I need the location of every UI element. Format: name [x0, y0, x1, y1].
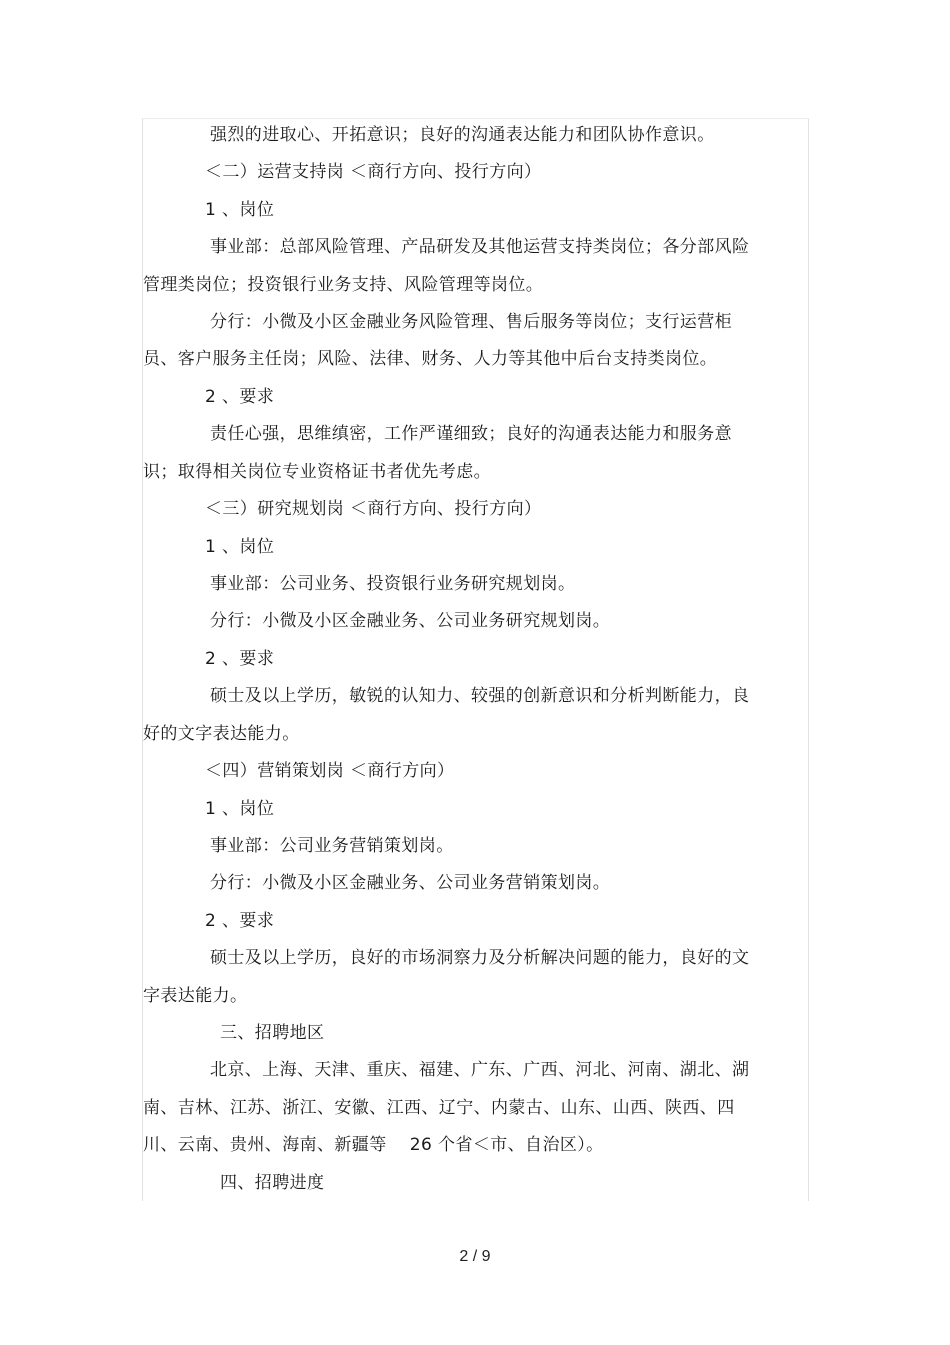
subsection-heading: 2 、要求	[205, 649, 275, 669]
paragraph-line: 强烈的进取心、开拓意识；良好的沟通表达能力和团队协作意识。	[210, 125, 715, 145]
section-heading: 四、招聘进度	[220, 1173, 325, 1193]
paragraph-line: 员、客户服务主任岗；风险、法律、财务、人力等其他中后台支持类岗位。	[143, 349, 718, 369]
subsection-heading: 1 、岗位	[205, 799, 275, 819]
paragraph-line: 南、吉林、江苏、浙江、安徽、江西、辽宁、内蒙古、山东、山西、陕西、四	[143, 1098, 735, 1118]
paragraph-line: 分行：小微及小区金融业务风险管理、售后服务等岗位；支行运营柜	[210, 312, 732, 332]
section-heading: 三、招聘地区	[220, 1023, 325, 1043]
subsection-heading: 2 、要求	[205, 911, 275, 931]
paragraph-line: 责任心强，思维缜密，工作严谨细致；良好的沟通表达能力和服务意	[210, 424, 732, 444]
paragraph-line: 分行：小微及小区金融业务、公司业务营销策划岗。	[210, 873, 611, 893]
section-heading: ＜四）营销策划岗 ＜商行方向）	[205, 761, 455, 781]
section-heading: ＜三）研究规划岗 ＜商行方向、投行方向）	[205, 499, 542, 519]
paragraph-line: 硕士及以上学历，良好的市场洞察力及分析解决问题的能力，良好的文	[210, 948, 750, 968]
paragraph-line: 分行：小微及小区金融业务、公司业务研究规划岗。	[210, 611, 611, 631]
paragraph-line: 事业部：总部风险管理、产品研发及其他运营支持类岗位；各分部风险	[210, 237, 750, 257]
subsection-heading: 2 、要求	[205, 387, 275, 407]
section-heading: ＜二）运营支持岗 ＜商行方向、投行方向）	[205, 162, 542, 182]
paragraph-line: 识；取得相关岗位专业资格证书者优先考虑。	[143, 462, 491, 482]
paragraph-line: 硕士及以上学历，敏锐的认知力、较强的创新意识和分析判断能力，良	[210, 686, 750, 706]
paragraph-line: 北京、上海、天津、重庆、福建、广东、广西、河北、河南、湖北、湖	[210, 1060, 750, 1080]
paragraph-line: 川、云南、贵州、海南、新疆等 26 个省＜市、自治区）。	[143, 1135, 604, 1155]
paragraph-line: 事业部：公司业务营销策划岗。	[210, 836, 454, 856]
paragraph-line: 好的文字表达能力。	[143, 724, 300, 744]
paragraph-line: 管理类岗位；投资银行业务支持、风险管理等岗位。	[143, 275, 544, 295]
subsection-heading: 1 、岗位	[205, 200, 275, 220]
page-number: 2 / 9	[459, 1248, 491, 1265]
paragraph-line: 字表达能力。	[143, 986, 248, 1006]
subsection-heading: 1 、岗位	[205, 537, 275, 557]
paragraph-line: 事业部：公司业务、投资银行业务研究规划岗。	[210, 574, 576, 594]
